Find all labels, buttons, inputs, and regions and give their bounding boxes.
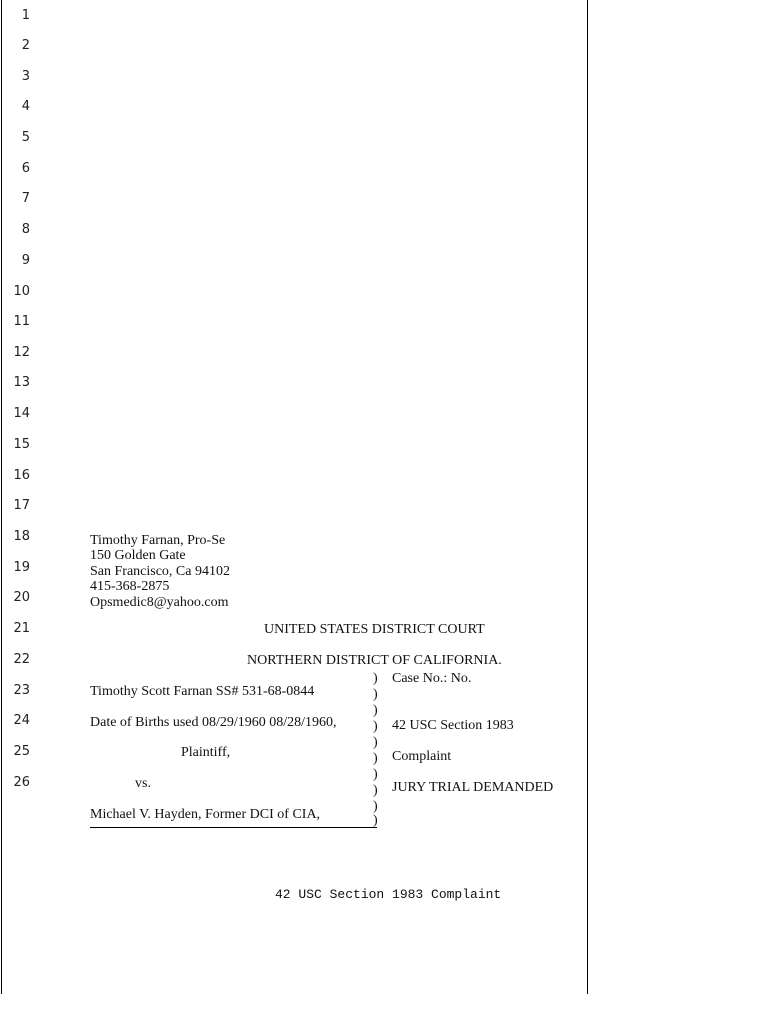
plaintiff-dob: Date of Births used 08/29/1960 08/28/1960,: [90, 715, 337, 730]
court-district: NORTHERN DISTRICT OF CALIFORNIA.: [247, 653, 502, 668]
line-number: 12: [13, 345, 30, 360]
plaintiff-label: Plaintiff,: [181, 745, 231, 760]
line-number: 7: [21, 191, 30, 206]
line-number: 22: [13, 652, 30, 667]
defendant-name: Michael V. Hayden, Former DCI of CIA,: [90, 807, 321, 822]
caption-paren: ): [373, 751, 378, 766]
attorney-city: San Francisco, Ca 94102: [90, 563, 230, 579]
line-number: 5: [21, 130, 30, 145]
line-number: 6: [21, 161, 30, 176]
line-number: 2: [21, 38, 30, 53]
line-number: 15: [13, 437, 30, 452]
line-number: 11: [13, 314, 30, 329]
line-number: 17: [13, 498, 30, 513]
line-number: 13: [13, 375, 30, 390]
court-title: UNITED STATES DISTRICT COURT: [264, 622, 485, 637]
caption-paren: ): [373, 671, 378, 686]
line-number: 18: [13, 529, 30, 544]
attorney-email: Opsmedic8@yahoo.com: [90, 594, 229, 610]
attorney-name: Timothy Farnan, Pro-Se: [90, 533, 226, 548]
right-margin-rule: [587, 0, 588, 994]
line-number: 3: [21, 69, 30, 84]
caption-paren: ): [373, 783, 378, 798]
caption-paren: ): [373, 687, 378, 702]
line-number: 24: [13, 713, 30, 728]
line-number: 26: [13, 775, 30, 790]
statute-citation: 42 USC Section 1983: [392, 718, 514, 733]
line-number: 9: [21, 253, 30, 268]
caption-paren: ): [373, 813, 378, 828]
caption-paren: ): [373, 799, 378, 814]
line-number: 21: [13, 621, 30, 636]
attorney-phone: 415-368-2875: [90, 579, 170, 595]
line-number: 23: [13, 683, 30, 698]
versus-label: vs.: [135, 776, 151, 791]
line-number: 8: [21, 222, 30, 237]
line-number: 1: [21, 8, 30, 23]
line-number: 20: [13, 590, 30, 605]
caption-paren: ): [373, 767, 378, 782]
caption-bottom-rule: [90, 827, 377, 828]
jury-demand: JURY TRIAL DEMANDED: [392, 780, 554, 795]
caption-paren: ): [373, 703, 378, 718]
plaintiff-name: Timothy Scott Farnan SS# 531-68-0844: [90, 684, 315, 699]
attorney-street: 150 Golden Gate: [90, 548, 186, 564]
caption-paren: ): [373, 719, 378, 734]
attorney-info-block: [90, 533, 230, 610]
line-number: 10: [13, 284, 30, 299]
line-number: 14: [13, 406, 30, 421]
line-number: 16: [13, 468, 30, 483]
line-number: 19: [13, 560, 30, 575]
caption-paren: ): [373, 735, 378, 750]
case-number: Case No.: No.: [392, 671, 472, 686]
line-number: 25: [13, 744, 30, 759]
line-number: 4: [21, 99, 30, 114]
page-footer-title: 42 USC Section 1983 Complaint: [275, 887, 502, 902]
document-type: Complaint: [392, 749, 452, 764]
left-margin-rule: [1, 0, 2, 994]
